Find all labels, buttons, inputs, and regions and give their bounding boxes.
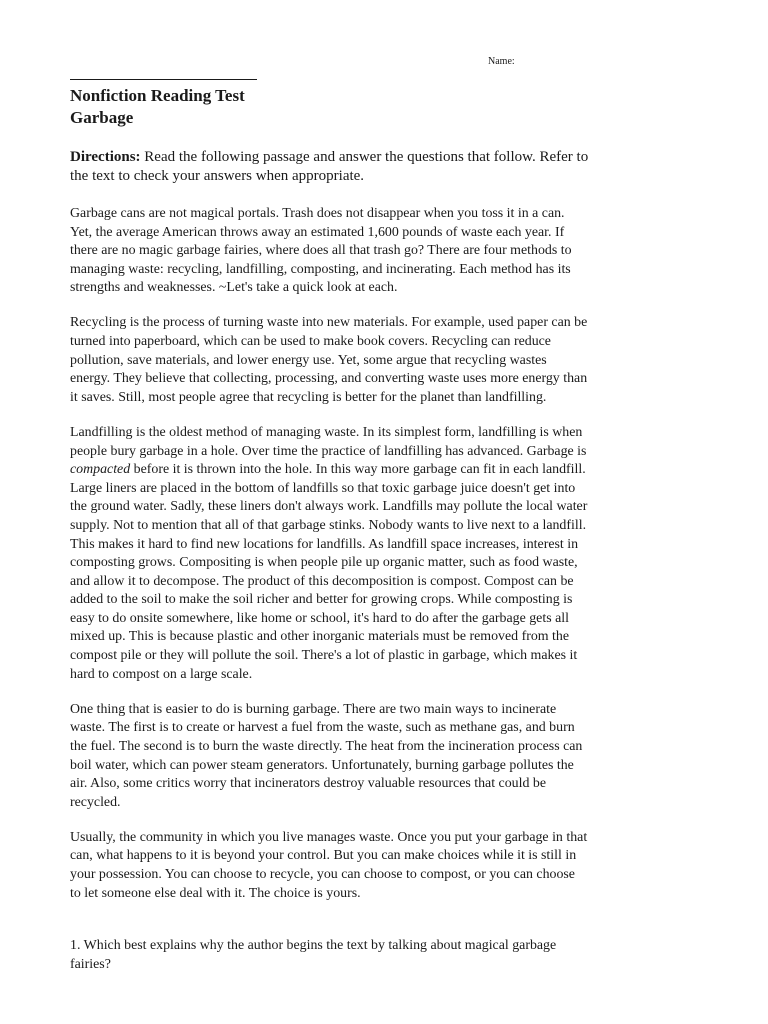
paragraph-3	[70, 424, 710, 684]
passage-line: pollution, save materials, and lower energy use. Yet, some argue that recycling wastes	[70, 352, 547, 368]
passage-line: waste. The first is to create or harvest a fuel from the waste, such as methane gas, and burn	[70, 720, 575, 736]
question-1-line-1: 1. Which best explains why the author begins the text by talking about magical garbage	[70, 938, 557, 953]
directions-text-1: Read the following passage and answer the questions that follow. Refer to	[140, 149, 589, 165]
passage-line: to let someone else deal with it. The choice is yours.	[70, 885, 361, 901]
directions-line-2: the text to check your answers when appropriate.	[70, 167, 365, 184]
passage-line: there are no magic garbage fairies, where does all that trash go? There are four methods to	[70, 243, 572, 259]
passage-line: One thing that is easier to do is burning garbage. There are two main ways to incinerate	[70, 701, 557, 717]
passage-line: This makes it hard to find new locations for landfills. As landfill space increases, interest in	[70, 536, 579, 552]
passage-line: air. Also, some critics worry that incinerators destroy valuable resources that could be	[70, 776, 546, 792]
directions-label: Directions:	[70, 149, 141, 165]
passage-text: before it is thrown into the hole. In this way more garbage can fit in each landfill.	[130, 462, 586, 478]
passage-line: and allow it to decompose. The product of this decomposition is compost. Compost can be	[70, 573, 574, 589]
passage-line: Landfilling is the oldest method of managing waste. In its simplest form, landfilling is when	[70, 424, 583, 440]
passage-line: supply. Not to mention that all of that garbage stinks. Nobody wants to live next to a landfill.	[70, 517, 587, 533]
paragraph-5	[70, 829, 710, 903]
directions-line-1	[70, 148, 710, 167]
passage-line: strengths and weaknesses. ~Let's take a quick look at each.	[70, 280, 398, 296]
passage-line: Usually, the community in which you live manages waste. Once you put your garbage in that	[70, 829, 588, 845]
name-blank-line	[70, 79, 257, 80]
page-title	[70, 85, 245, 129]
name-label: Name:	[488, 56, 515, 67]
paragraph-2	[70, 314, 710, 407]
passage-line: added to the soil to make the soil richer and better for growing crops. While composting is	[70, 592, 573, 608]
passage-line: can, what happens to it is beyond your control. But you can make choices while it is still in	[70, 848, 577, 864]
italic-term: compacted	[70, 462, 131, 478]
question-1-line-2: fairies?	[70, 956, 111, 972]
paragraph-1	[70, 205, 710, 298]
question-1	[70, 937, 710, 974]
passage-line: compost pile or they will pollute the soil. There's a lot of plastic in garbage, which makes it	[70, 648, 578, 664]
passage-line	[70, 461, 710, 480]
passage-line: people bury garbage in a hole. Over time the practice of landfilling has advanced. Garbage is	[70, 443, 587, 459]
title-line-1: Nonfiction Reading Test	[70, 86, 245, 105]
passage-line: Large liners are placed in the bottom of landfills so that toxic garbage juice doesn't get into	[70, 480, 576, 496]
passage-line: the fuel. The second is to burn the waste directly. The heat from the incineration process can	[70, 738, 583, 754]
passage-line: recycled.	[70, 794, 121, 810]
passage-line: easy to do onsite somewhere, like home or school, it's hard to do after the garbage gets all	[70, 610, 569, 626]
passage-line: it saves. Still, most people agree that recycling is better for the planet than landfilling.	[70, 389, 547, 405]
passage-line: your possession. You can choose to recycle, you can choose to compost, or you can choose	[70, 867, 575, 882]
passage-line: energy. They believe that collecting, processing, and converting waste uses more energy than	[70, 371, 588, 387]
passage-line: boil water, which can power steam generators. Unfortunately, burning garbage pollutes the	[70, 757, 574, 773]
passage-line: Garbage cans are not magical portals. Trash does not disappear when you toss it in a can.	[70, 206, 565, 221]
passage-line: mixed up. This is because plastic and other inorganic materials must be removed from the	[70, 629, 570, 645]
passage-line: turned into paperboard, which can be used to make book covers. Recycling can reduce	[70, 334, 551, 350]
passage-line: Yet, the average American throws away an estimated 1,600 pounds of waste each year. If	[70, 224, 565, 240]
directions	[70, 148, 710, 185]
reading-passage	[70, 205, 710, 920]
title-line-2: Garbage	[70, 108, 134, 127]
passage-line: the ground water. Sadly, these liners don't always work. Landfills may pollute the local water	[70, 499, 588, 515]
passage-line: Recycling is the process of turning waste into new materials. For example, used paper can be	[70, 315, 588, 331]
passage-line: managing waste: recycling, landfilling, composting, and incinerating. Each method has its	[70, 261, 571, 277]
paragraph-4	[70, 701, 710, 813]
passage-line: composting grows. Compositing is when people pile up organic matter, such as food waste,	[70, 555, 578, 571]
passage-line: hard to compost on a large scale.	[70, 666, 253, 682]
